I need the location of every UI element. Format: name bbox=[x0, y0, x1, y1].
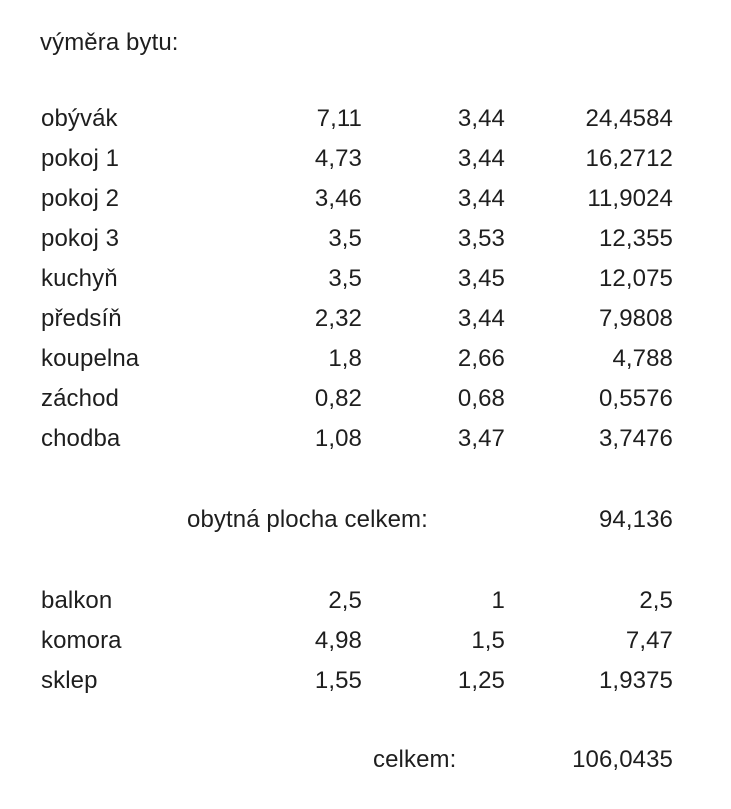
row-width: 1 bbox=[491, 587, 505, 614]
row-name: předsíň bbox=[41, 305, 122, 332]
row-area: 11,9024 bbox=[587, 185, 673, 212]
row-area: 12,075 bbox=[598, 265, 673, 292]
row-area: 2,5 bbox=[639, 587, 673, 614]
row-length: 4,73 bbox=[314, 145, 362, 172]
row-width: 3,44 bbox=[457, 145, 505, 172]
grand-total-value: 106,0435 bbox=[572, 746, 673, 773]
row-area: 24,4584 bbox=[585, 105, 673, 132]
row-area: 3,7476 bbox=[598, 425, 673, 452]
row-name: pokoj 2 bbox=[41, 185, 120, 212]
row-area: 7,9808 bbox=[598, 305, 673, 332]
row-width: 3,44 bbox=[457, 105, 505, 132]
row-name: pokoj 1 bbox=[41, 145, 120, 172]
row-width: 3,45 bbox=[457, 265, 505, 292]
row-width: 3,44 bbox=[457, 305, 505, 332]
row-width: 3,44 bbox=[457, 185, 505, 212]
row-name: záchod bbox=[41, 385, 119, 412]
row-width: 1,5 bbox=[471, 627, 505, 654]
row-width: 1,25 bbox=[457, 667, 505, 694]
row-area: 0,5576 bbox=[598, 385, 673, 412]
row-name: komora bbox=[41, 627, 122, 654]
row-length: 3,46 bbox=[314, 185, 362, 212]
row-length: 1,55 bbox=[314, 667, 362, 694]
living-total-value: 94,136 bbox=[598, 506, 673, 533]
row-length: 1,08 bbox=[314, 425, 362, 452]
row-length: 4,98 bbox=[314, 627, 362, 654]
row-name: chodba bbox=[41, 425, 121, 452]
document-title: výměra bytu: bbox=[40, 29, 179, 56]
row-width: 3,47 bbox=[457, 425, 505, 452]
row-width: 2,66 bbox=[457, 345, 505, 372]
row-name: balkon bbox=[41, 587, 113, 614]
row-length: 2,32 bbox=[314, 305, 362, 332]
row-length: 7,11 bbox=[316, 105, 362, 132]
row-name: kuchyň bbox=[41, 265, 118, 292]
row-length: 3,5 bbox=[328, 265, 362, 292]
row-length: 2,5 bbox=[328, 587, 362, 614]
row-width: 0,68 bbox=[457, 385, 505, 412]
row-length: 1,8 bbox=[328, 345, 362, 372]
row-name: sklep bbox=[41, 667, 98, 694]
row-width: 3,53 bbox=[457, 225, 505, 252]
row-length: 3,5 bbox=[328, 225, 362, 252]
row-name: pokoj 3 bbox=[41, 225, 120, 252]
row-area: 7,47 bbox=[625, 627, 673, 654]
row-area: 4,788 bbox=[612, 345, 673, 372]
row-name: koupelna bbox=[41, 345, 140, 372]
grand-total-label: celkem: bbox=[373, 746, 457, 773]
row-area: 1,9375 bbox=[598, 667, 673, 694]
row-length: 0,82 bbox=[314, 385, 362, 412]
row-name: obývák bbox=[41, 105, 118, 132]
row-area: 16,2712 bbox=[585, 145, 673, 172]
row-area: 12,355 bbox=[598, 225, 673, 252]
living-total-label: obytná plocha celkem: bbox=[187, 506, 428, 533]
